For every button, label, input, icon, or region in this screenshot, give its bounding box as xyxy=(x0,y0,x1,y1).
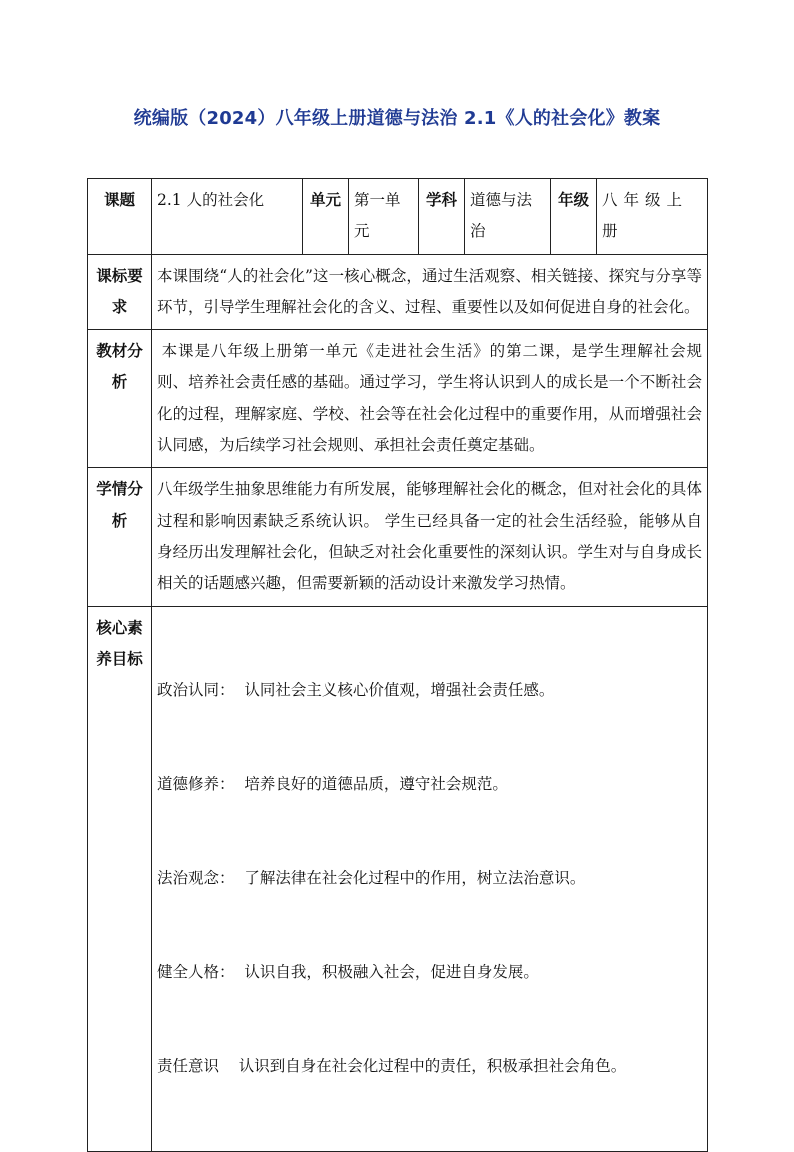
row-content xyxy=(152,606,708,1151)
header-row xyxy=(88,179,708,255)
goal-item: 法治观念： 了解法律在社会化过程中的作用，树立法治意识。 xyxy=(157,868,586,887)
grade-value: 八年级上册 xyxy=(597,179,708,255)
row-label: 学情分析 xyxy=(88,468,152,606)
row-curriculum-standard xyxy=(88,254,708,330)
paragraph: 八年级学生抽象思维能力有所发展，能够理解社会化的概念，但对社会化的具体过程和影响因素缺乏系统认识。 学生已经具备一定的社会生活经验，能够从自身经历出发理解社会化，但缺乏对社会化重要性的深刻认识。学生对与自身成长相关的话题感兴趣，但需要新颖的活动设计来激发学习热情。 xyxy=(157,480,702,593)
row-content xyxy=(152,330,708,468)
goal-item: 道德修养： 培养良好的道德品质，遵守社会规范。 xyxy=(157,775,508,794)
page-title: 统编版（2024）八年级上册道德与法治 2.1《人的社会化》教案 xyxy=(133,108,661,129)
subject-label: 学科 xyxy=(419,179,465,255)
goal-item: 政治认同： 认同社会主义核心价值观，增强社会责任感。 xyxy=(157,681,555,700)
row-textbook-analysis xyxy=(88,330,708,468)
lesson-plan-table xyxy=(87,178,708,1152)
row-label: 核心素养目标 xyxy=(88,606,152,1151)
row-content xyxy=(152,254,708,330)
paragraph: 本课围绕“人的社会化”这一核心概念，通过生活观察、相关链接、探究与分享等环节，引导学生理解社会化的含义、过程、重要性以及如何促进自身的社会化。 xyxy=(157,266,702,316)
goal-item: 责任意识 认识到自身在社会化过程中的责任，积极承担社会角色。 xyxy=(157,1056,627,1075)
topic-label: 课题 xyxy=(88,179,152,255)
row-core-literacy-goals xyxy=(88,606,708,1151)
row-label: 课标要求 xyxy=(88,254,152,330)
paragraph: 本课是八年级上册第一单元《走进社会生活》的第二课，是学生理解社会规则、培养社会责任感的基础。通过学习，学生将认识到人的成长是一个不断社会化的过程，理解家庭、学校、社会等在社会化过程中的重要作用，从而增强社会认同感，为后续学习社会规则、承担社会责任奠定基础。 xyxy=(157,342,702,455)
row-student-analysis xyxy=(88,468,708,606)
unit-value: 第一单元 xyxy=(349,179,419,255)
grade-label: 年级 xyxy=(551,179,597,255)
row-content xyxy=(152,468,708,606)
goal-item: 健全人格： 认识自我，积极融入社会，促进自身发展。 xyxy=(157,962,539,981)
subject-value: 道德与法治 xyxy=(465,179,551,255)
topic-value: 2.1 人的社会化 xyxy=(152,179,303,255)
row-label: 教材分析 xyxy=(88,330,152,468)
unit-label: 单元 xyxy=(303,179,349,255)
